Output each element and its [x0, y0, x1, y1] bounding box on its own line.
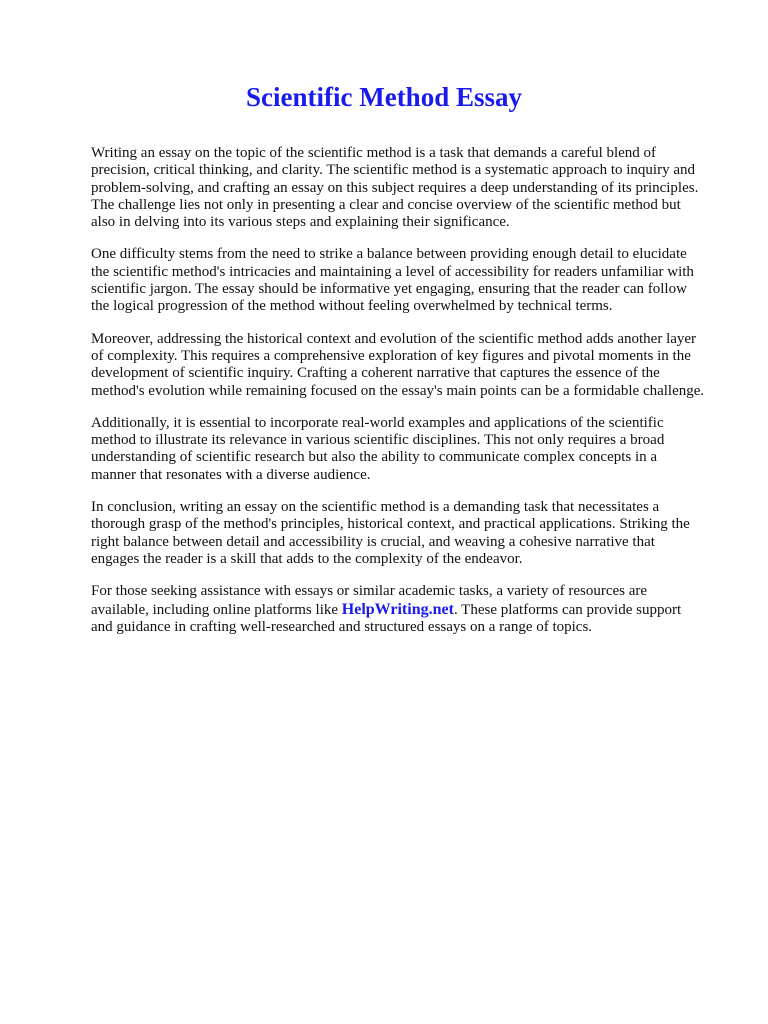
text-line: the scientific method's intricacies and maintaining a level of accessibility for readers unfamiliar with	[91, 263, 694, 280]
text-line-with-link	[91, 601, 759, 619]
text-line: scientific jargon. The essay should be informative yet engaging, ensuring that the reader can follow	[91, 281, 687, 298]
paragraph-5	[91, 499, 759, 568]
text-line: For those seeking assistance with essays or similar academic tasks, a variety of resources are	[91, 583, 648, 600]
text-line: the logical progression of the method without feeling overwhelmed by technical terms.	[91, 298, 613, 315]
paragraph-4	[91, 415, 759, 484]
paragraph-2	[91, 246, 759, 315]
text-line: development of scientific inquiry. Crafting a coherent narrative that captures the essence of the	[91, 365, 660, 382]
text-line: One difficulty stems from the need to strike a balance between providing enough detail to elucidate	[91, 246, 687, 263]
essay-body	[91, 145, 759, 651]
paragraph-6	[91, 583, 759, 636]
text-line: precision, critical thinking, and clarity. The scientific method is a systematic approach to inquiry and	[91, 162, 695, 179]
text-line: The challenge lies not only in presenting a clear and concise overview of the scientific method but	[91, 196, 681, 213]
paragraph-1	[91, 145, 759, 231]
text-line: method to illustrate its relevance in various scientific disciplines. This not only requires a broad	[91, 432, 665, 449]
page-title: Scientific Method Essay	[246, 82, 522, 112]
text-line: Writing an essay on the topic of the scientific method is a task that demands a careful blend of	[91, 145, 657, 161]
helpwriting-link[interactable]: HelpWriting.net	[341, 600, 454, 618]
text-line: manner that resonates with a diverse audience.	[91, 466, 371, 483]
text-line: thorough grasp of the method's principles, historical context, and practical applications. Striking the	[91, 516, 690, 533]
paragraph-3	[91, 331, 759, 400]
text-line: engages the reader is a skill that adds to the complexity of the endeavor.	[91, 550, 523, 567]
text-fragment: available, including online platforms like	[91, 601, 342, 618]
text-line: Additionally, it is essential to incorporate real-world examples and applications of the scientific	[91, 414, 664, 431]
text-line: In conclusion, writing an essay on the scientific method is a demanding task that necessitates a	[91, 499, 660, 516]
text-line: understanding of scientific research but also the ability to communicate complex concepts in a	[91, 449, 658, 466]
text-line: of complexity. This requires a comprehensive exploration of key figures and pivotal moments in the	[91, 347, 691, 364]
text-line: Moreover, addressing the historical context and evolution of the scientific method adds another layer	[91, 330, 697, 347]
text-line: problem-solving, and crafting an essay on this subject requires a deep understanding of its principles.	[91, 179, 699, 196]
text-line: right balance between detail and accessibility is crucial, and weaving a cohesive narrative that	[91, 533, 655, 550]
text-fragment: . These platforms can provide support	[453, 601, 682, 618]
text-line: and guidance in crafting well-researched and structured essays on a range of topics.	[91, 618, 593, 635]
text-line: also in delving into its various steps and explaining their significance.	[91, 214, 510, 231]
text-line: method's evolution while remaining focused on the essay's main points can be a formidable challenge.	[91, 382, 705, 399]
